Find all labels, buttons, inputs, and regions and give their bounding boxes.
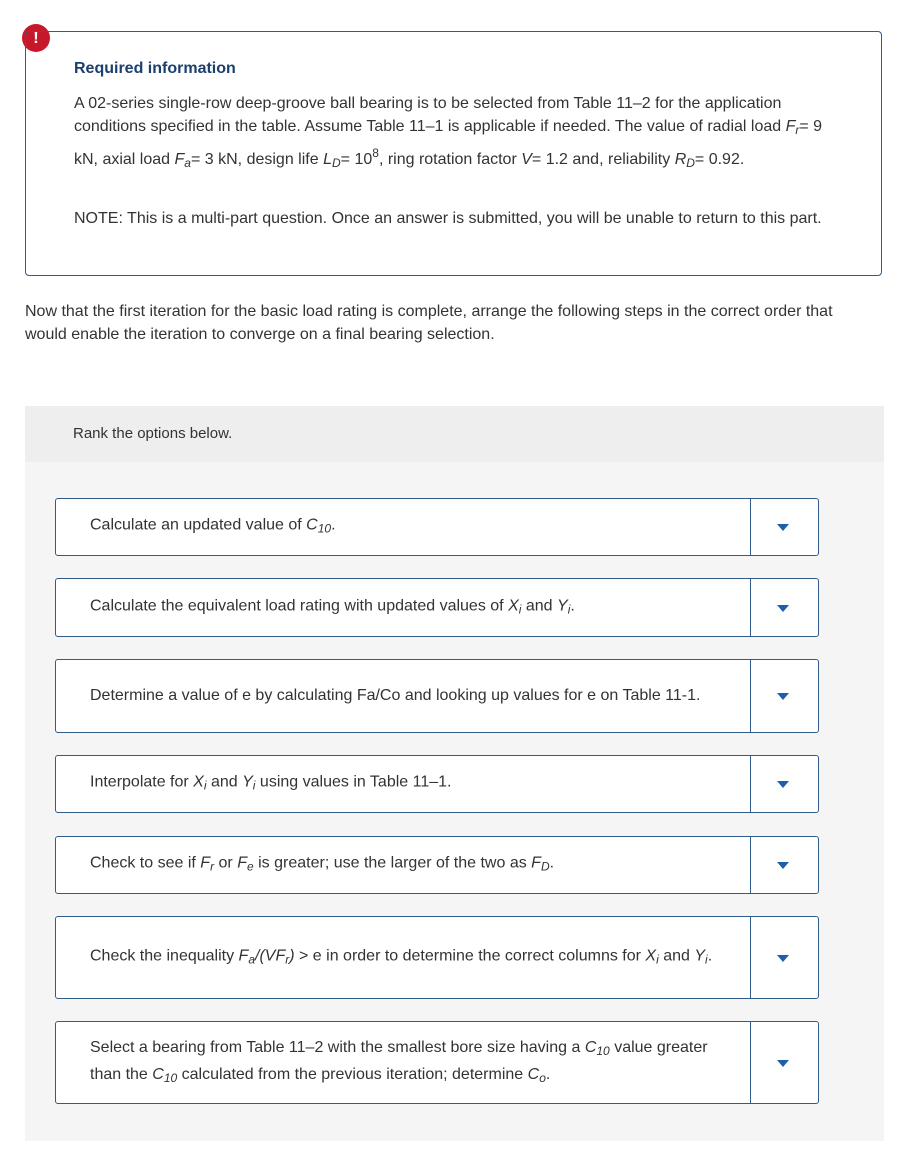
question-prompt: Now that the first iteration for the basic load rating is complete, arrange the following steps in the correct order that would enable the iteration to converge on a final bearing selection. [25, 303, 833, 343]
rank-item-3[interactable] [55, 659, 819, 733]
rank-item-7[interactable] [55, 1021, 819, 1104]
info-title: Required information [74, 60, 236, 77]
rank-item-text: Determine a value of e by calculating Fa/Co and looking up values for e on Table 11-1. [90, 687, 701, 704]
rank-item-text: Calculate an updated value of $C_{10}$. [90, 516, 336, 536]
chevron-down-icon [777, 605, 789, 612]
rank-select[interactable] [750, 579, 818, 636]
rank-select[interactable] [750, 660, 818, 732]
rank-header [25, 406, 884, 462]
chevron-down-icon [777, 693, 789, 700]
rank-item-1[interactable] [55, 498, 819, 556]
rank-panel [25, 406, 884, 1141]
info-note: NOTE: This is a multi-part question. Once an answer is submitted, you will be unable to return to this part. [74, 210, 822, 227]
chevron-down-icon [777, 781, 789, 788]
info-description: A 02-series single-row deep-groove ball bearing is to be selected from Table 11–2 for the application conditions specified in the table. Assume Table 11–1 is applicable if needed. The value of radial load $F_r= 9$ kN, axial load $F_a= 3$ kN, design life $L_D= 10^8$, ring rotation factor V= 1.2 and, reliability $R_D= 0.92$. [74, 95, 823, 170]
rank-item-2[interactable] [55, 578, 819, 637]
rank-item-text: Check to see if $F_r$ or $F_e$ is greater; use the larger of the two as $F_D$. [90, 854, 555, 874]
chevron-down-icon [777, 1060, 789, 1067]
rank-select[interactable] [750, 756, 818, 812]
rank-select[interactable] [750, 1022, 818, 1103]
rank-item-6[interactable] [55, 916, 819, 999]
chevron-down-icon [777, 955, 789, 962]
rank-item-4[interactable] [55, 755, 819, 813]
rank-item-text: Check the inequality $F_a/(VF_r) > e$ in order to determine the correct columns for $X_i$ and $Y_i$. [90, 947, 713, 966]
rank-item-text: Interpolate for $X_i$ and $Y_i$ using values in Table 11–1. [90, 773, 452, 793]
chevron-down-icon [777, 862, 789, 869]
rank-item-text: Calculate the equivalent load rating with updated values of $X_i$ and $Y_i$. [90, 597, 575, 616]
rank-item-text: Select a bearing from Table 11–2 with the smallest bore size having a $C_{10}$ value greater than the $C_{10}$ calculated from the previous iteration; determine $C_o$. [90, 1038, 708, 1085]
rank-select[interactable] [750, 499, 818, 555]
alert-icon: ! [22, 24, 50, 52]
rank-select[interactable] [750, 917, 818, 998]
required-info-box [25, 31, 882, 276]
rank-instructions: Rank the options below. [73, 425, 233, 442]
chevron-down-icon [777, 524, 789, 531]
rank-item-5[interactable] [55, 836, 819, 894]
rank-select[interactable] [750, 837, 818, 893]
